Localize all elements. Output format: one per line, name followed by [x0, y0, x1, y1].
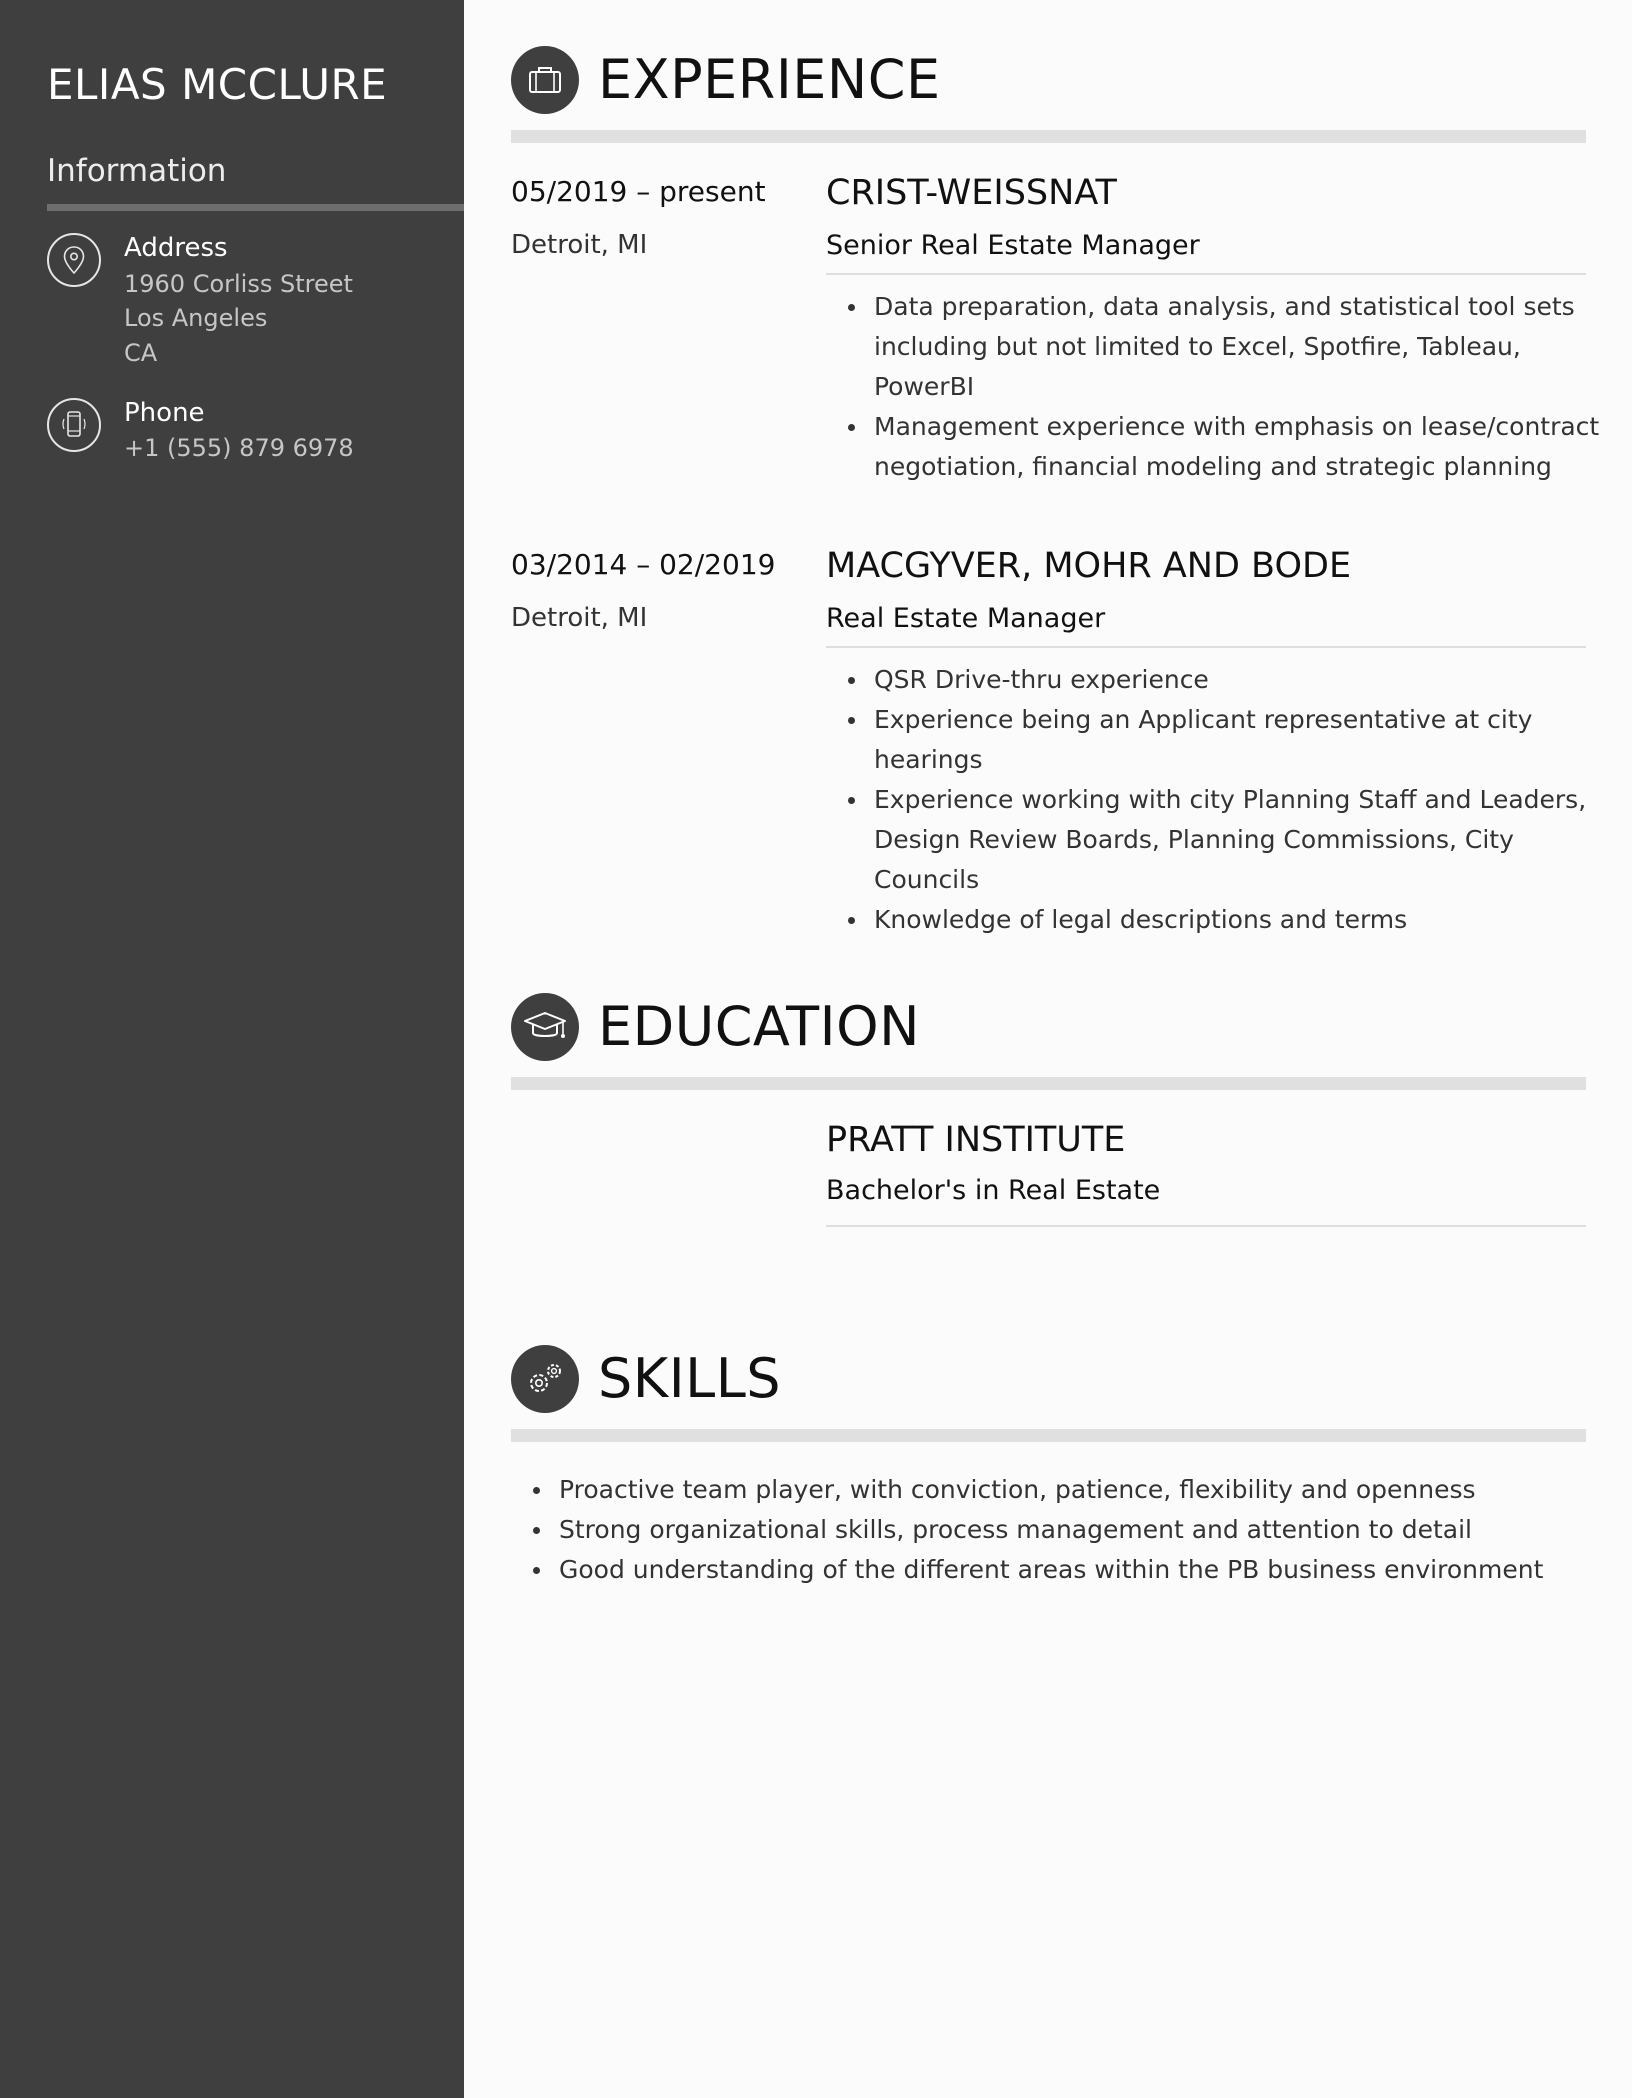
- information-heading: Information: [47, 153, 227, 189]
- skills-divider: [511, 1429, 1586, 1442]
- list-item: Data preparation, data analysis, and statistical tool sets including but not limited to Excel, Spotfire, Tableau, PowerBI: [826, 287, 1606, 407]
- address-line-3: CA: [124, 339, 158, 367]
- job-bullets: [826, 660, 1606, 940]
- education-entry-divider: [826, 1225, 1586, 1227]
- job-role: Real Estate Manager: [826, 603, 1106, 634]
- experience-title: EXPERIENCE: [598, 48, 941, 111]
- job-company: MACGYVER, MOHR AND BODE: [826, 546, 1352, 586]
- education-title: EDUCATION: [598, 995, 920, 1058]
- job-location: Detroit, MI: [511, 230, 648, 260]
- job-dates: 05/2019 – present: [511, 175, 766, 208]
- experience-divider: [511, 130, 1586, 143]
- list-item: Proactive team player, with conviction, patience, flexibility and openness: [511, 1470, 1611, 1510]
- graduation-cap-icon: [511, 993, 579, 1061]
- list-item: Knowledge of legal descriptions and terms: [826, 900, 1606, 940]
- gears-icon: [511, 1345, 579, 1413]
- list-item: Experience working with city Planning Staff and Leaders, Design Review Boards, Planning Commissions, City Councils: [826, 780, 1606, 900]
- job-dates: 03/2014 – 02/2019: [511, 548, 776, 581]
- list-item: QSR Drive-thru experience: [826, 660, 1606, 700]
- job-divider: [826, 273, 1586, 275]
- job-company: CRIST-WEISSNAT: [826, 173, 1117, 213]
- address-label: Address: [124, 233, 228, 263]
- information-divider: [47, 204, 464, 211]
- list-item: Experience being an Applicant representative at city hearings: [826, 700, 1606, 780]
- list-item: Management experience with emphasis on lease/contract negotiation, financial modeling and strategic planning: [826, 407, 1606, 487]
- address-line-1: 1960 Corliss Street: [124, 270, 353, 298]
- phone-value: +1 (555) 879 6978: [124, 434, 354, 462]
- skills-list: [511, 1470, 1611, 1590]
- phone-label: Phone: [124, 398, 205, 428]
- job-role: Senior Real Estate Manager: [826, 230, 1200, 261]
- briefcase-icon: [511, 46, 579, 114]
- address-line-2: Los Angeles: [124, 304, 268, 332]
- degree: Bachelor's in Real Estate: [826, 1175, 1161, 1206]
- job-divider: [826, 646, 1586, 648]
- school-name: PRATT INSTITUTE: [826, 1120, 1126, 1160]
- list-item: Strong organizational skills, process management and attention to detail: [511, 1510, 1611, 1550]
- sidebar: [0, 0, 464, 2098]
- job-bullets: [826, 287, 1606, 487]
- candidate-name: ELIAS MCCLURE: [47, 60, 388, 109]
- job-location: Detroit, MI: [511, 603, 648, 633]
- education-divider: [511, 1077, 1586, 1090]
- list-item: Good understanding of the different areas within the PB business environment: [511, 1550, 1611, 1590]
- map-pin-icon: [47, 233, 101, 287]
- phone-icon: [47, 398, 101, 452]
- skills-title: SKILLS: [598, 1347, 782, 1410]
